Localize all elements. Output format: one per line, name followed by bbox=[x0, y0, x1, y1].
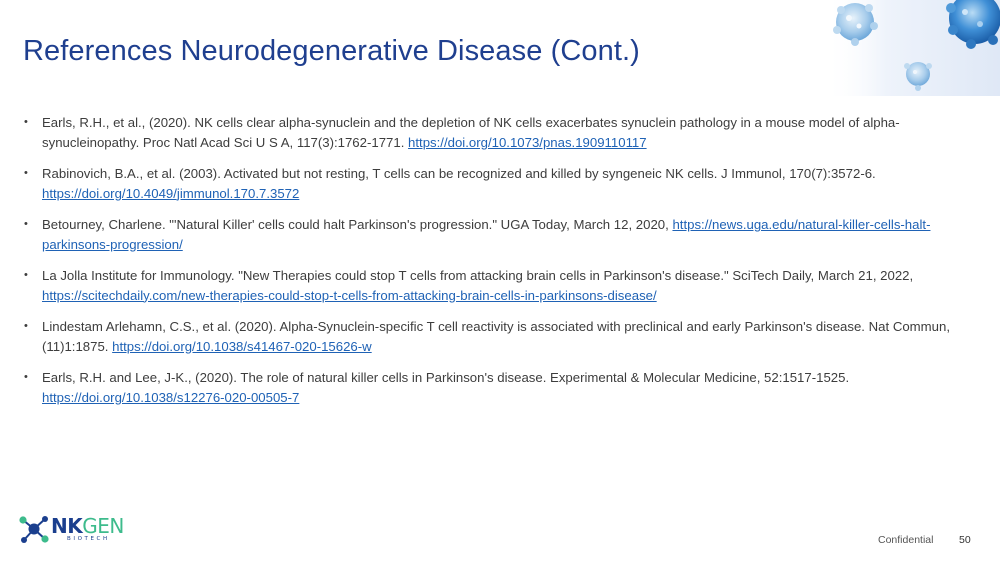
reference-link[interactable]: https://doi.org/10.4049/jimmunol.170.7.3572 bbox=[42, 185, 300, 201]
reference-item bbox=[22, 317, 957, 356]
reference-text: Earls, R.H. and Lee, J-K., (2020). The role of natural killer cells in Parkinson's disease. Experimental & Molecular Medicine, 52:1517-1525. bbox=[42, 370, 850, 385]
bullet-icon: • bbox=[24, 218, 28, 230]
reference-link[interactable]: https://scitechdaily.com/new-therapies-could-stop-t-cells-from-attacking-brain-cells-in-parkinsons-disease/ bbox=[42, 287, 657, 303]
logo-subtitle: BIOTECH bbox=[67, 536, 110, 542]
reference-item bbox=[22, 215, 957, 254]
reference-link[interactable]: https://doi.org/10.1073/pnas.1909110117 bbox=[408, 134, 647, 150]
nkgen-molecule-logo-icon bbox=[17, 512, 51, 546]
reference-text: Betourney, Charlene. "'Natural Killer' cells could halt Parkinson's progression." UGA Today, March 12, 2020, bbox=[42, 217, 673, 232]
reference-item bbox=[22, 113, 957, 152]
reference-text: La Jolla Institute for Immunology. "New Therapies could stop T cells from attacking brain cells in Parkinson's disease." SciTech Daily, March 21, 2022, bbox=[42, 268, 914, 283]
page-number: 50 bbox=[959, 534, 971, 546]
reference-text: Earls, R.H., et al., (2020). NK cells clear alpha-synuclein and the depletion of NK cells exacerbates synuclein pathology in a mouse model of alpha-synucleinopathy. Proc Natl Acad Sci U S A, 117(3):1762-1771. bbox=[42, 115, 900, 150]
bullet-icon: • bbox=[24, 269, 28, 281]
reference-text: Rabinovich, B.A., et al. (2003). Activated but not resting, T cells can be recognized and killed by syngeneic NK cells. J Immunol, 170(7):3572-6. bbox=[42, 166, 876, 181]
reference-item bbox=[22, 368, 957, 407]
reference-item bbox=[22, 266, 957, 305]
logo-gen-text: GEN bbox=[82, 514, 124, 538]
confidential-label: Confidential bbox=[878, 534, 934, 546]
reference-item bbox=[22, 164, 957, 203]
reference-list bbox=[22, 113, 957, 419]
bullet-icon: • bbox=[24, 167, 28, 179]
bullet-icon: • bbox=[24, 371, 28, 383]
bullet-icon: • bbox=[24, 320, 28, 332]
reference-link[interactable]: https://doi.org/10.1038/s12276-020-00505-7 bbox=[42, 389, 300, 405]
logo-wordmark bbox=[51, 514, 124, 538]
reference-text: Lindestam Arlehamn, C.S., et al. (2020). Alpha-Synuclein-specific T cell reactivity is associated with preclinical and early Parkinson's disease. Nat Commun, (11)1:1875. bbox=[42, 319, 950, 354]
reference-link[interactable]: https://news.uga.edu/natural-killer-cells-halt-parkinsons-progression/ bbox=[42, 217, 931, 252]
logo-nk-text: NK bbox=[51, 514, 83, 538]
nk-cell-illustration bbox=[825, 0, 1000, 96]
bullet-icon: • bbox=[24, 116, 28, 128]
page-title: References Neurodegenerative Disease (Cont.) bbox=[23, 35, 640, 67]
reference-link[interactable]: https://doi.org/10.1038/s41467-020-15626-w bbox=[112, 338, 372, 354]
nkgen-logo bbox=[17, 511, 129, 547]
